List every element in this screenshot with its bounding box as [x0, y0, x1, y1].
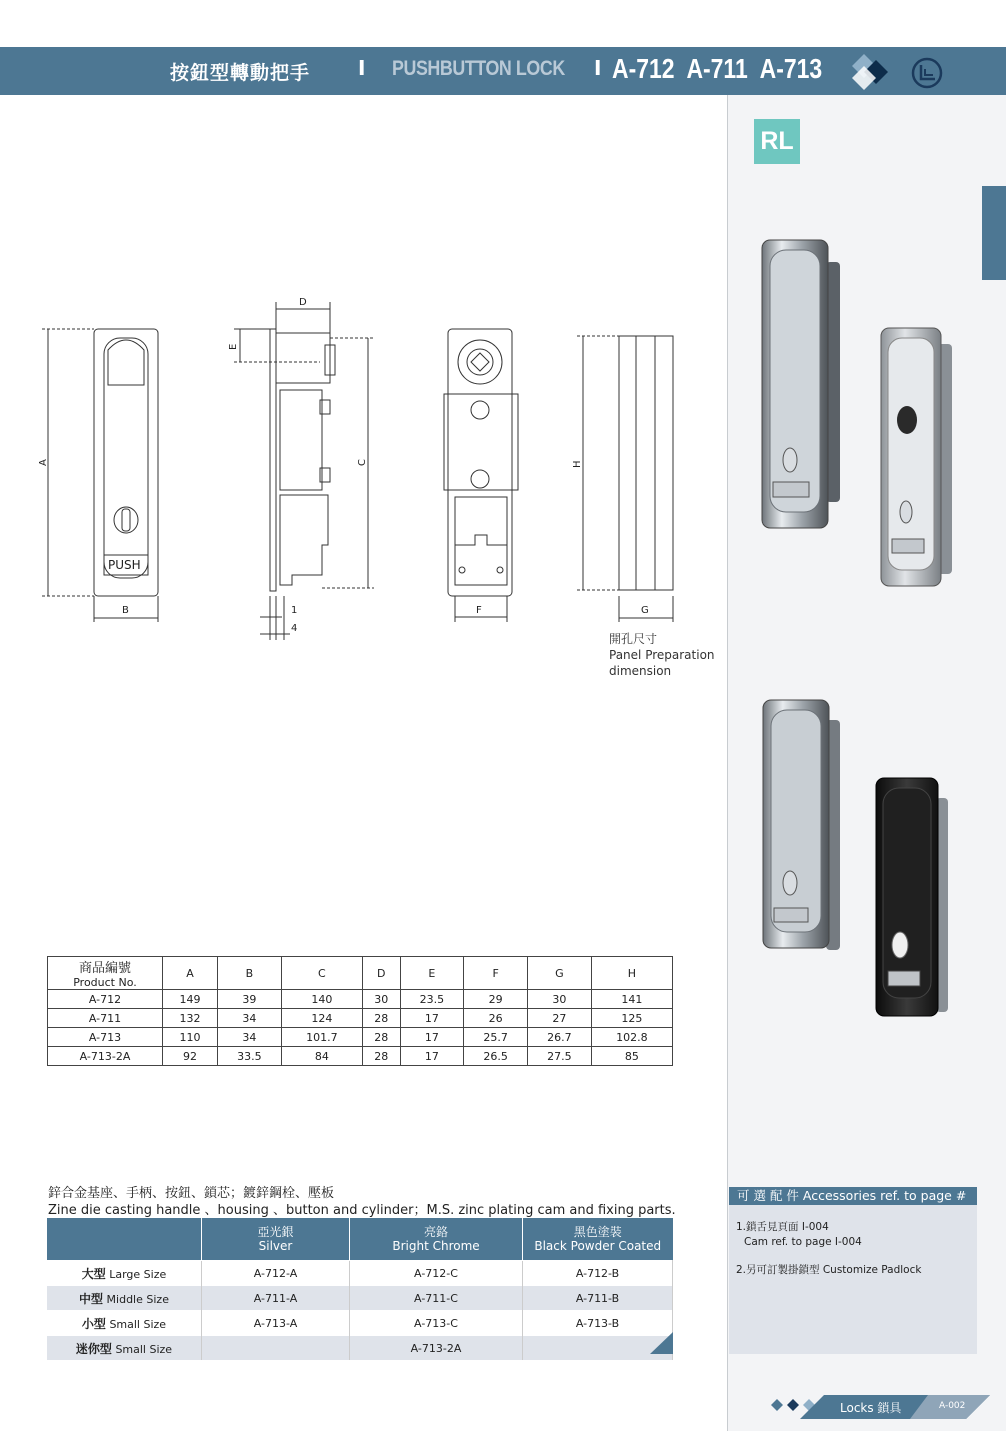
dimension-table: [47, 956, 673, 1066]
title-en: PUSHBUTTON LOCK: [392, 57, 565, 80]
col-header-black: 黑色塗裝 Black Powder Coated: [523, 1218, 673, 1261]
col-header: E: [400, 957, 464, 990]
dim-label-c: C: [357, 459, 368, 466]
push-label: PUSH: [108, 558, 141, 572]
title-zh: 按鈕型轉動把手: [170, 62, 311, 84]
model-numbers: A-712 A-711 A-713: [612, 53, 823, 84]
panel-note-en2: dimension: [609, 664, 672, 678]
table-row: A-712 149 39 140 30 23.5 29 30 141: [48, 990, 673, 1009]
table-corner-triangle: [650, 1332, 673, 1354]
rl-badge: RL: [754, 119, 800, 164]
panel-preparation-note: [609, 631, 715, 679]
dim-label-4: 4: [291, 623, 298, 634]
accessory-item-2: 2.另可訂製掛鎖型 Customize Padlock: [736, 1264, 922, 1276]
col-header: F: [464, 957, 528, 990]
table-row: 小型 Small Size A-713-A A-713-C A-713-B: [47, 1311, 673, 1336]
page-number: A-002: [939, 1401, 966, 1411]
table-row: A-711 132 34 124 28 17 26 27 125: [48, 1009, 673, 1028]
col-header: G: [528, 957, 592, 990]
dim-label-1: 1: [291, 605, 298, 616]
table-row: A-713 110 34 101.7 28 17 25.7 26.7 102.8: [48, 1028, 673, 1047]
dim-label-g: G: [641, 605, 649, 616]
dim-label-f: F: [476, 605, 482, 616]
blank-header: [47, 1218, 202, 1261]
footer-label: Locks 鎖具: [840, 1401, 902, 1415]
title-separator-2: I: [594, 56, 602, 80]
dim-label-a: A: [38, 459, 49, 466]
col-header: H: [591, 957, 672, 990]
table-row: 大型 Large Size A-712-A A-712-C A-712-B: [47, 1261, 673, 1286]
table-row: 中型 Middle Size A-711-A A-711-C A-711-B: [47, 1286, 673, 1311]
panel-note-zh: 開孔尺寸: [609, 632, 658, 646]
dim-label-d: D: [299, 297, 307, 308]
col-header: A: [163, 957, 218, 990]
material-zh: 鋅合金基座、手柄、按鈕、鎖芯；鍍鋅鋼栓、壓板: [48, 1186, 335, 1201]
col-header: D: [363, 957, 401, 990]
panel-note-en1: Panel Preparation: [609, 648, 715, 662]
table-row: 迷你型 Small Size A-713-2A: [47, 1336, 673, 1361]
dim-label-h: H: [572, 460, 583, 468]
accessories-title: 可 選 配 件 Accessories ref. to page #: [729, 1187, 977, 1205]
col-header: B: [218, 957, 282, 990]
dim-label-e: E: [228, 343, 239, 350]
material-en: Zine die casting handle 、housing 、button and cylinder；M.S. zinc plating cam and fixing parts.: [48, 1203, 676, 1218]
dim-label-b: B: [122, 605, 129, 616]
title-separator: I: [358, 56, 366, 80]
col-header-chrome: 亮鉻 Bright Chrome: [350, 1218, 523, 1261]
table-row: A-713-2A 92 33.5 84 28 17 26.5 27.5 85: [48, 1047, 673, 1066]
col-header-silver: 亞光銀 Silver: [202, 1218, 350, 1261]
product-no-header: 商品編號 Product No.: [48, 957, 163, 990]
col-header: C: [281, 957, 362, 990]
finish-table: [47, 1218, 673, 1360]
accessory-item-1: 1.鎖舌見頁面 I-004 Cam ref. to page I-004: [736, 1221, 862, 1248]
